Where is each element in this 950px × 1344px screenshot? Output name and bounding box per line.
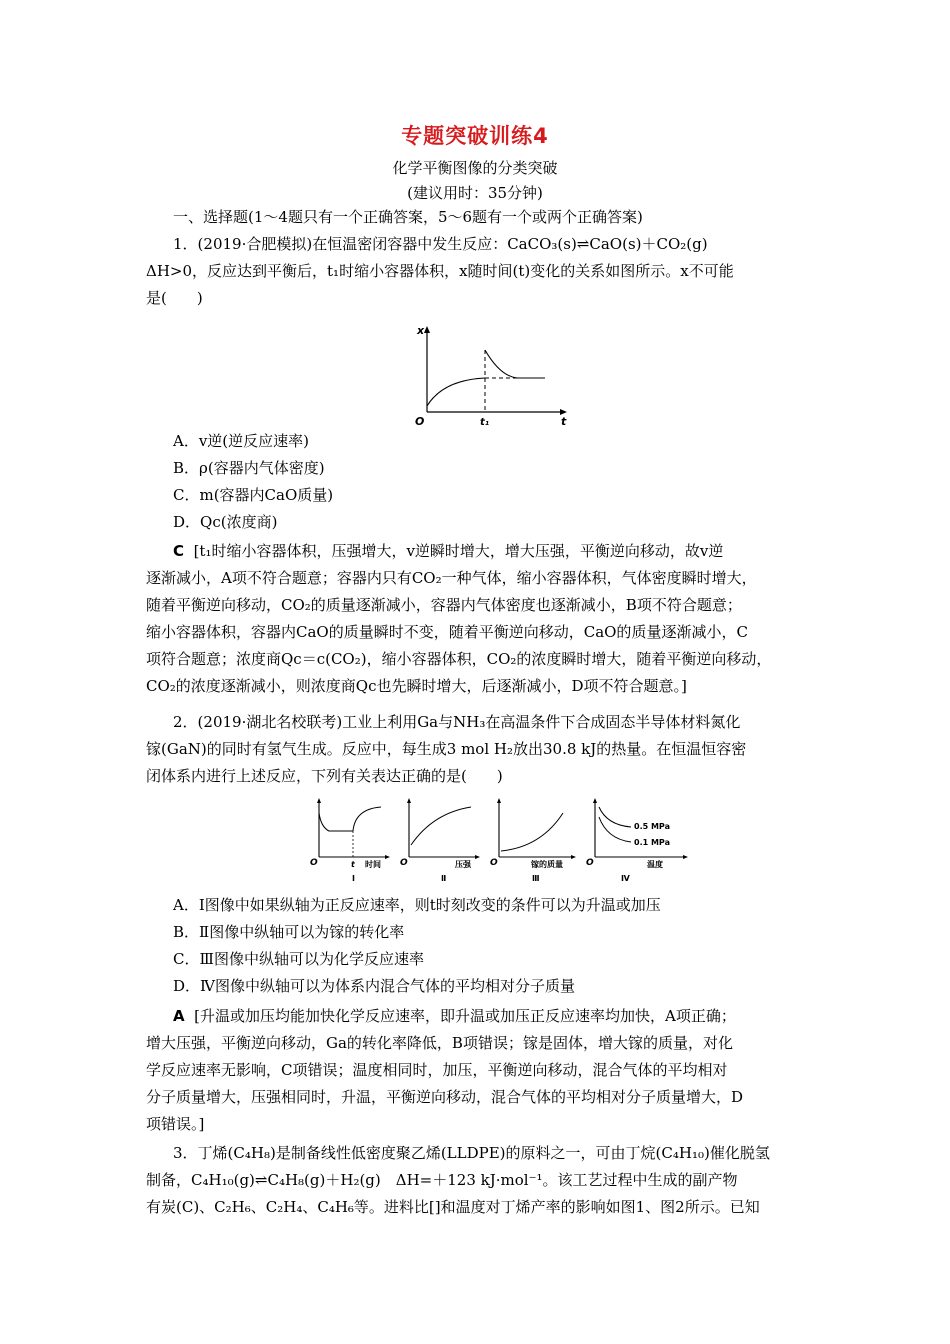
q2-figure-3: [490, 798, 576, 883]
section-heading: 一、选择题(1～4题只有一个正确答案，5～6题有一个或两个正确答案): [173, 208, 643, 226]
q3-stem-line-3: 有炭(C)、C₂H₆、C₂H₄、C₄H₆等。进料比[]和温度对丁烯产率的影响如图1、图2所示。已知: [146, 1198, 760, 1216]
q2-fig1-x-label: 时间: [365, 860, 381, 869]
page-subtitle: 化学平衡图像的分类突破: [392, 159, 558, 177]
suggested-time: (建议用时：35分钟): [407, 184, 543, 202]
q2-fig4-x-label: 温度: [647, 860, 663, 869]
q1-explanation-text-1: [t₁时缩小容器体积，压强增大，v逆瞬时增大，增大压强，平衡逆向移动，故v逆: [193, 542, 724, 560]
q2-fig2-roman: Ⅱ: [441, 874, 447, 883]
q1-origin-label: O: [415, 415, 425, 428]
page-title: 专题突破训练4: [401, 124, 549, 148]
q1-y-arrow: [424, 326, 430, 333]
q2-fig3-origin: O: [490, 858, 498, 868]
q2-figure-4: [586, 798, 688, 883]
q1-answer-letter: C: [173, 542, 185, 560]
q2-explanation-text-1: [升温或加压均能加快化学反应速率，即升温或加压正反应速率均加快，A项正确；: [194, 1007, 736, 1025]
q2-option-c: C．Ⅲ图像中纵轴可以为化学反应速率: [173, 950, 424, 968]
q1-curve-before: [427, 378, 485, 406]
q1-curve-after: [485, 350, 545, 378]
q1-y-label: x: [417, 324, 425, 337]
q1-t1-label: t₁: [480, 417, 490, 428]
q2-fig1-roman: Ⅰ: [352, 874, 355, 883]
q2-fig4-curve1-label: 0.5 MPa: [634, 822, 670, 831]
q2-explanation-line-3: 学反应速率无影响，C项错误；温度相同时，加压，平衡逆向移动，混合气体的平均相对: [146, 1061, 728, 1079]
q1-explanation-line-6: CO₂的浓度逐渐减小，则浓度商Qc也先瞬时增大，后逐渐减小，D项不符合题意。]: [146, 677, 687, 695]
q2-fig3-x-label: 镓的质量: [531, 860, 563, 869]
q2-figures: [305, 795, 695, 887]
q2-fig4-curve2-label: 0.1 MPa: [634, 838, 670, 847]
q1-explanation-line-5: 项符合题意；浓度商Qc＝c(CO₂)，缩小容器体积，CO₂的浓度瞬时增大，随着平衡逆向移动，: [146, 650, 772, 668]
q2-fig4-roman: Ⅳ: [621, 874, 630, 883]
q2-fig3-roman: Ⅲ: [532, 874, 540, 883]
q2-option-a: A．Ⅰ图像中如果纵轴为正反应速率，则t时刻改变的条件可以为升温或加压: [173, 896, 661, 914]
q2-stem-line-2: 镓(GaN)的同时有氢气生成。反应中，每生成3 mol H₂放出30.8 kJ的热量。在恒温恒容密: [146, 740, 747, 758]
q2-answer-letter: A: [173, 1007, 185, 1025]
q1-explanation-line-1: [173, 538, 833, 565]
q2-explanation-line-2: 增大压强，平衡逆向移动，Ga的转化率降低，B项错误；镓是固体，增大镓的质量，对化: [146, 1034, 733, 1052]
q2-fig2-origin: O: [400, 858, 408, 868]
q1-option-b: B．ρ(容器内气体密度): [173, 459, 325, 477]
q1-stem-line-1: 1．(2019·合肥模拟)在恒温密闭容器中发生反应：CaCO₃(s)⇌CaO(s)＋CO₂(g): [173, 235, 708, 253]
q1-stem-line-2: ΔH>0，反应达到平衡后，t₁时缩小容器体积，x随时间(t)变化的关系如图所示。x不可能: [146, 262, 734, 280]
q1-x-label: t: [561, 415, 567, 428]
q2-fig1-t-label: t: [351, 860, 355, 869]
q2-figure-2: [400, 798, 480, 883]
q1-option-d: D．Qc(浓度商): [173, 513, 278, 531]
q3-stem-line-2: 制备，C₄H₁₀(g)⇌C₄H₈(g)＋H₂(g) ΔH=＋123 kJ·mol⁻¹。该工艺过程中生成的副产物: [146, 1171, 738, 1189]
q1-option-a: A．v逆(逆反应速率): [173, 432, 310, 450]
q2-fig2-x-label: 压强: [455, 860, 471, 869]
q1-explanation-line-3: 随着平衡逆向移动，CO₂的质量逐渐减小，容器内气体密度也逐渐减小，B项不符合题意；: [146, 596, 742, 614]
q1-stem-line-3: 是( ): [146, 289, 203, 307]
q2-stem-line-3: 闭体系内进行上述反应，下列有关表达正确的是( ): [146, 767, 503, 785]
q2-explanation-line-4: 分子质量增大，压强相同时，升温，平衡逆向移动，混合气体的平均相对分子质量增大，D: [146, 1088, 744, 1106]
q1-explanation-line-2: 逐渐减小，A项不符合题意；容器内只有CO₂一种气体，缩小容器体积，气体密度瞬时增大，: [146, 569, 757, 587]
q2-fig4-origin: O: [586, 858, 594, 868]
q2-option-d: D．Ⅳ图像中纵轴可以为体系内混合气体的平均相对分子质量: [173, 977, 576, 995]
q1-figure: [405, 320, 575, 430]
q2-figure-1: [310, 798, 390, 883]
q3-stem-line-1: 3．丁烯(C₄H₈)是制备线性低密度聚乙烯(LLDPE)的原料之一，可由丁烷(C₄H₁₀)催化脱氢: [173, 1144, 770, 1162]
q1-explanation-line-4: 缩小容器体积，容器内CaO的质量瞬时不变，随着平衡逆向移动，CaO的质量逐渐减小，C: [146, 623, 748, 641]
q2-option-b: B．Ⅱ图像中纵轴可以为镓的转化率: [173, 923, 405, 941]
q2-explanation-line-1: [173, 1003, 833, 1030]
q2-stem-line-1: 2．(2019·湖北名校联考)工业上利用Ga与NH₃在高温条件下合成固态半导体材料氮化: [173, 713, 741, 731]
q1-option-c: C．m(容器内CaO质量): [173, 486, 334, 504]
q2-explanation-line-5: 项错误。]: [146, 1115, 205, 1133]
q2-fig1-origin: O: [310, 858, 318, 868]
